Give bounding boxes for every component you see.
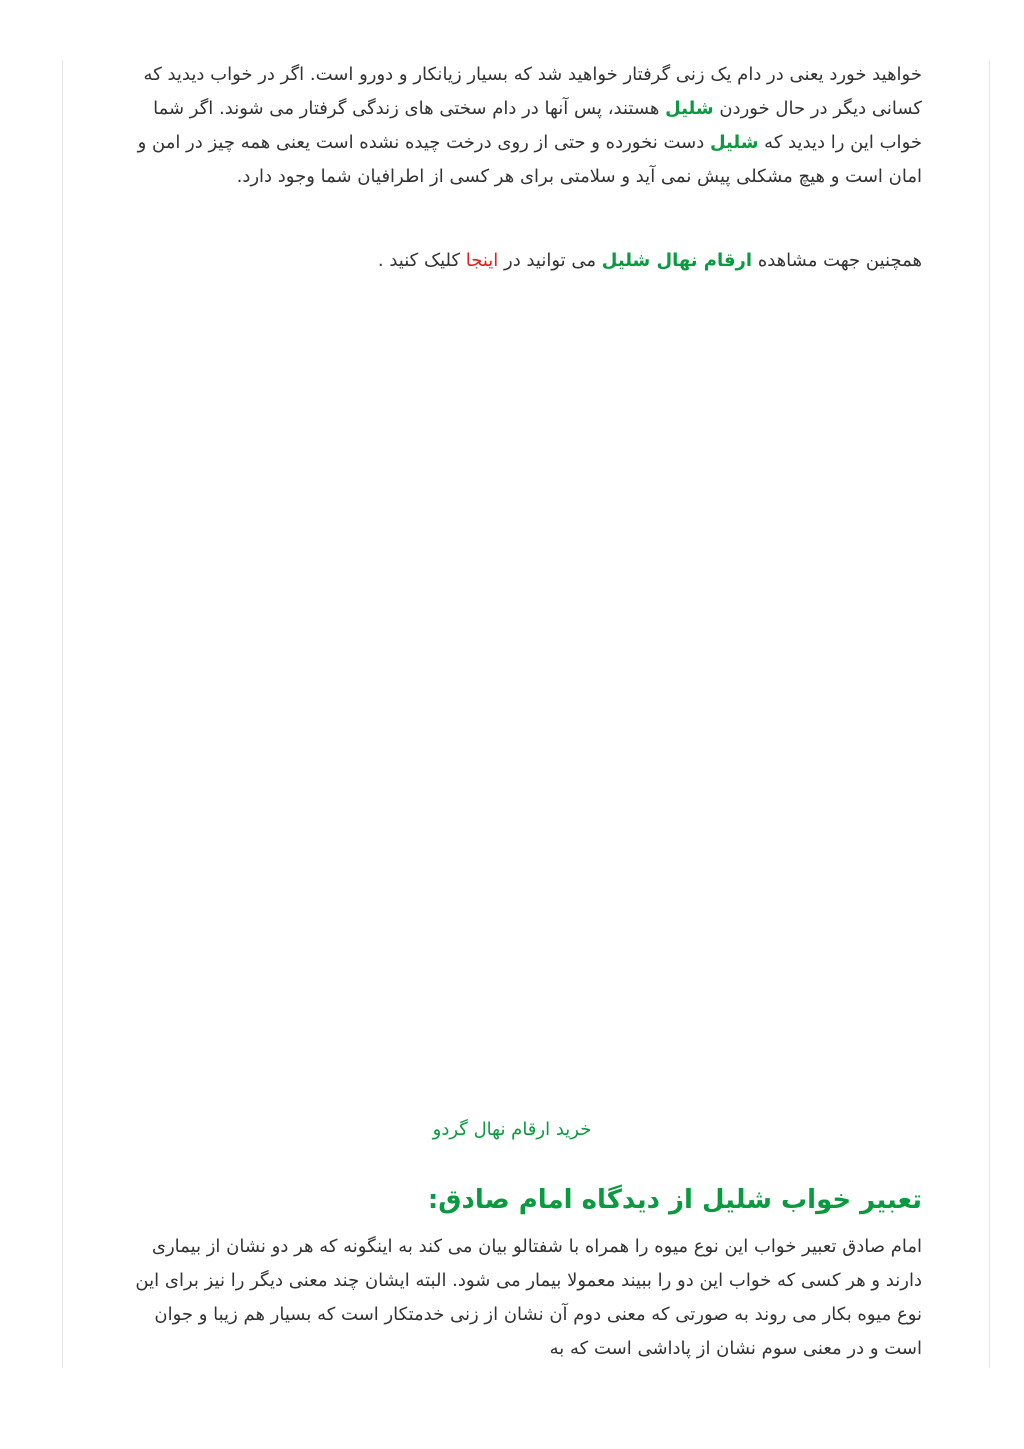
keyword-shalil-2: شلیل bbox=[709, 132, 759, 153]
ad-placeholder bbox=[130, 300, 922, 1090]
para2-text-3: کلیک کنید . bbox=[377, 250, 461, 271]
para2-text-2: می توانید در bbox=[504, 250, 597, 271]
section-heading: تعبیر خواب شلیل از دیدگاه امام صادق: bbox=[427, 1185, 922, 1215]
para1-text-1: خواهید خورد یعنی در دام یک زنی گرفتار خواهید شد که بسیار زیانکار و دورو است. اگر در خواب دیدید که کسانی دیگر در حال خوردن bbox=[143, 64, 922, 119]
keyword-varieties: ارقام نهال شلیل bbox=[601, 250, 753, 271]
imam-sadegh-paragraph: امام صادق تعبیر خواب این نوع میوه را همراه با شفتالو بیان می کند به اینگونه که هر دو نشان از بیماری دارند و هر کسی که خواب این دو را ببیند معمولا بیمار می شود. البته ایشان چند معنی دیگر را نیز برای این نوع میوه بکار می روند به صورتی که معنی دوم آن نشان از زنی خدمتکار است که بسیار هم زیبا و جوان است و در معنی سوم نشان از پاداشی است که به bbox=[135, 1236, 922, 1359]
here-link[interactable]: اینجا bbox=[465, 250, 499, 271]
walnut-varieties-link[interactable]: خرید ارقام نهال گردو bbox=[432, 1119, 592, 1140]
para1-text-3: دست نخورده و حتی از روی درخت چیده نشده است یعنی همه چیز در امن و امان است و هیچ مشکلی پیش نمی آید و سلامتی برای هر کسی از اطرافیان شما وجود دارد. bbox=[137, 132, 922, 187]
para2-text-1: همچنین جهت مشاهده bbox=[757, 250, 922, 271]
para1-text-2: هستند، پس آنها در دام سختی های زندگی گرفتار می شوند. اگر شما خواب این را دیدید که bbox=[153, 98, 922, 153]
varieties-paragraph bbox=[130, 244, 922, 278]
dream-paragraph-1 bbox=[130, 58, 922, 194]
keyword-shalil-1: شلیل bbox=[665, 98, 714, 119]
